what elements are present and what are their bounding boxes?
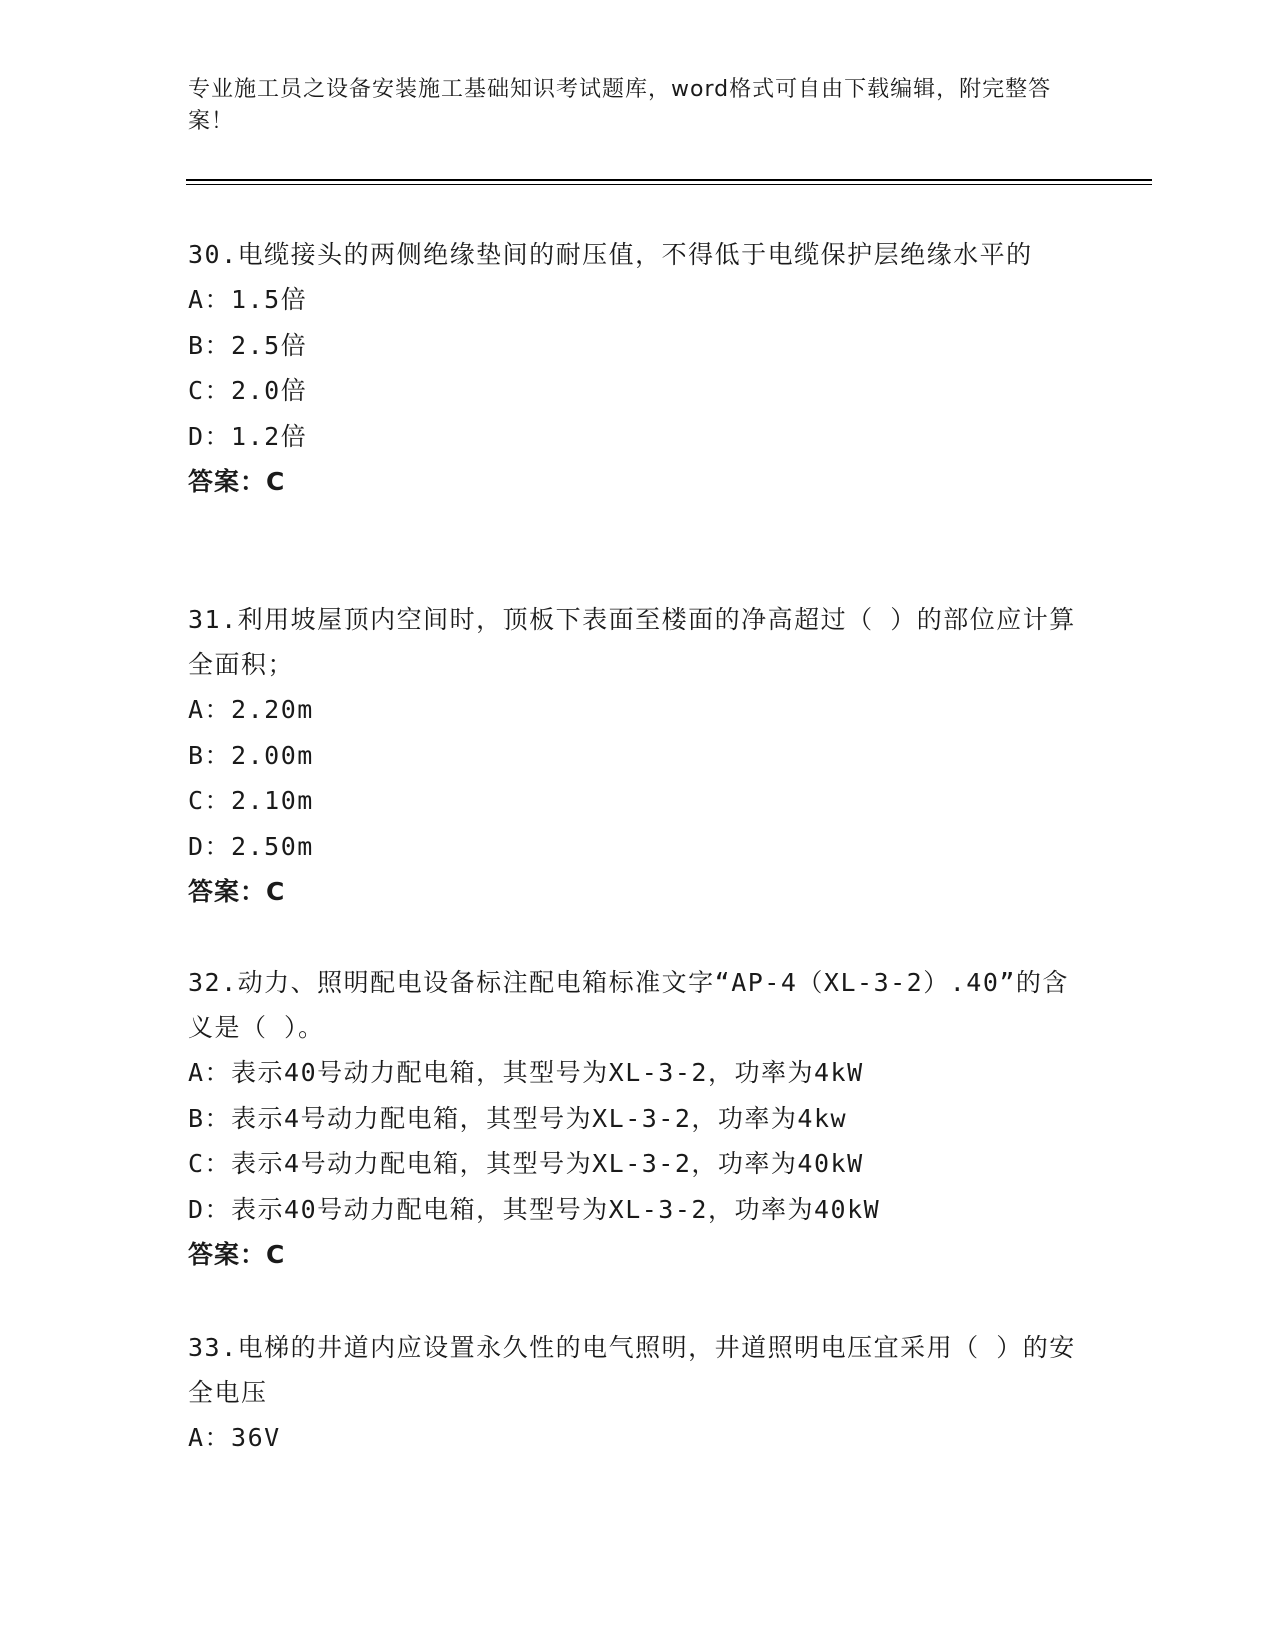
question-32	[188, 960, 1088, 1278]
option-c: C：2.10m	[188, 786, 314, 815]
option-d: D：2.50m	[188, 831, 314, 861]
option-a: A：1.5倍	[188, 285, 308, 314]
option-a: A：2.20m	[188, 695, 314, 724]
option-a: A：36V	[188, 1423, 281, 1452]
answer: 答案：C	[188, 467, 286, 496]
option-d: D：表示40号动力配电箱，其型号为XL-3-2，功率为40kW	[188, 1194, 881, 1224]
option-b: B：2.5倍	[188, 330, 308, 360]
option-c: C：2.0倍	[188, 376, 308, 405]
header-divider-thin	[186, 184, 1152, 185]
option-b: B：表示4号动力配电箱，其型号为XL-3-2，功率为4kw	[188, 1103, 848, 1133]
header-divider-thick	[186, 179, 1152, 181]
question-stem: 32.动力、照明配电设备标注配电箱标准文字“AP-4（XL-3-2）.40”的含义是（ ）。	[188, 968, 1069, 1042]
answer: 答案：C	[188, 877, 286, 906]
option-d: D：1.2倍	[188, 421, 308, 451]
document-header: 专业施工员之设备安装施工基础知识考试题库，word格式可自由下载编辑，附完整答案！	[188, 77, 1052, 134]
option-c: C：表示4号动力配电箱，其型号为XL-3-2，功率为40kW	[188, 1149, 864, 1178]
question-stem: 31.利用坡屋顶内空间时，顶板下表面至楼面的净高超过（ ）的部位应计算全面积；	[188, 605, 1076, 679]
question-33	[188, 1325, 1088, 1461]
question-stem: 33.电梯的井道内应设置永久性的电气照明，井道照明电压宜采用（ ）的安全电压	[188, 1333, 1076, 1407]
answer: 答案：C	[188, 1240, 286, 1269]
option-b: B：2.00m	[188, 740, 314, 770]
question-stem: 30.电缆接头的两侧绝缘垫间的耐压值，不得低于电缆保护层绝缘水平的	[188, 240, 1033, 269]
question-30	[188, 232, 1088, 505]
option-a: A：表示40号动力配电箱，其型号为XL-3-2，功率为4kW	[188, 1058, 864, 1087]
question-31	[188, 597, 1088, 915]
